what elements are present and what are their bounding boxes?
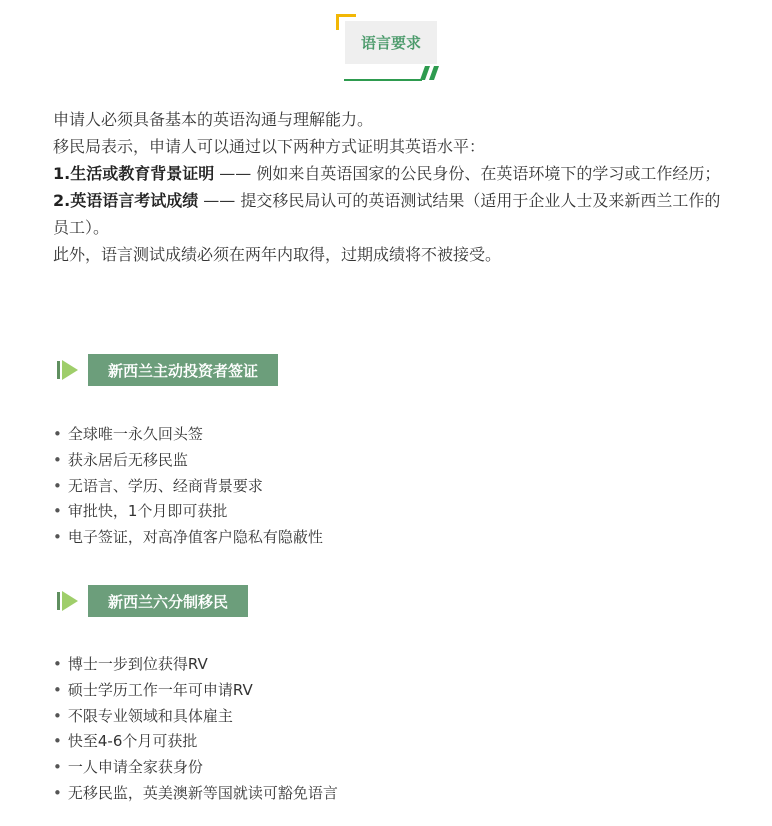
list-item: • 博士一步到位获得RV [53,652,338,678]
play-triangle-icon [56,589,80,613]
section-title-six-point-immigration [56,585,248,617]
section-header [336,14,444,68]
intro-item-2-heading: 2.英语语言考试成绩 [53,191,199,210]
list-item: • 一人申请全家获身份 [53,755,338,781]
list-item: • 硕士学历工作一年可申请RV [53,678,338,704]
list-item: • 无移民监，英美澳新等国就读可豁免语言 [53,781,338,807]
intro-item-1-heading: 1.生活或教育背景证明 [53,164,215,183]
list-item: • 快至4-6个月可获批 [53,729,338,755]
list-item: • 电子签证，对高净值客户隐私有隐蔽性 [53,525,323,551]
header-underline [344,79,422,81]
list-item: • 获永居后无移民监 [53,448,323,474]
six-point-immigration-list [53,652,338,807]
header-title: 语言要求 [345,21,437,64]
double-slash-icon [420,66,442,80]
intro-item-2-text: —— 提交移民局认可的英语测试结果（适用于企业人士及来新西兰工作的员工）。 [53,191,721,237]
list-item: • 审批快，1个月即可获批 [53,499,323,525]
section-title-label: 新西兰主动投资者签证 [88,354,278,386]
list-item: • 无语言、学历、经商背景要求 [53,474,323,500]
section-title-investor-visa [56,354,278,386]
play-triangle-icon [56,358,80,382]
intro-line-2: 移民局表示，申请人可以通过以下两种方式证明其英语水平： [53,137,486,156]
section-title-label: 新西兰六分制移民 [88,585,248,617]
list-item: • 全球唯一永久回头签 [53,422,323,448]
list-item: • 不限专业领域和具体雇主 [53,704,338,730]
intro-item-1 [53,160,733,187]
intro-item-2 [53,187,733,241]
intro-line-1: 申请人必须具备基本的英语沟通与理解能力。 [53,110,374,129]
intro-item-1-text: —— 例如来自英语国家的公民身份、在英语环境下的学习或工作经历； [214,164,721,183]
intro-text [53,106,733,268]
intro-line-5: 此外，语言测试成绩必须在两年内取得，过期成绩将不被接受。 [53,245,502,264]
investor-visa-list [53,422,323,551]
